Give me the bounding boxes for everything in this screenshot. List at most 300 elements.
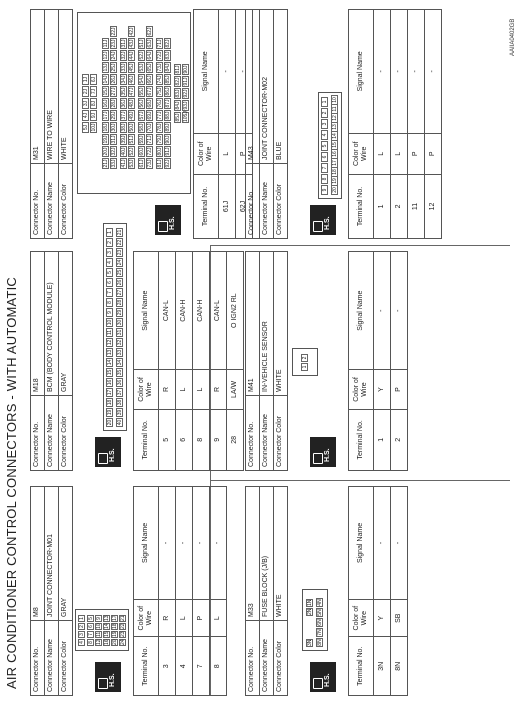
connector-pin: 1J	[82, 74, 89, 85]
connector-pin: 22	[120, 623, 126, 629]
harness-side-icon	[95, 437, 121, 467]
connector-pin: 48J	[129, 99, 135, 108]
connector-pin: 7N	[317, 629, 323, 636]
header-label: Connector Name	[45, 164, 59, 239]
connector-pin: 10	[107, 319, 113, 326]
connector-pin: 33J	[111, 159, 117, 168]
connector-pin: 20J	[103, 147, 109, 156]
connector-pin: 15J	[103, 87, 109, 96]
connector-pin: 37	[117, 389, 123, 396]
header-value-color: GRAY	[59, 487, 73, 621]
connector-pin: 66J	[147, 75, 153, 84]
table-row	[374, 487, 391, 696]
divider-vertical-2	[210, 245, 510, 246]
connector-pin: 32J	[111, 147, 117, 156]
connector-pin: 30	[117, 319, 123, 326]
connector-panel-m18	[30, 229, 244, 471]
wire-color-cell: L	[176, 599, 193, 637]
connector-body	[302, 589, 328, 651]
connector-pin: 87J	[165, 99, 171, 108]
connector-pin: 1	[321, 97, 328, 107]
header-label: Connector Color	[59, 396, 73, 471]
connector-pin: 80J	[157, 147, 163, 156]
connector-diagram	[73, 9, 193, 239]
connector-pin: 2	[301, 354, 308, 362]
header-value-color: WHITE	[59, 10, 73, 164]
connector-pin: 36J	[121, 99, 127, 108]
column-header-signal-name: Signal Name	[349, 10, 374, 134]
connector-pin: 90J	[183, 65, 189, 74]
signal-cell: CAN-H	[193, 252, 210, 370]
header-row-color	[59, 487, 73, 696]
connector-pin: 73J	[147, 159, 153, 168]
connector-pin: 81J	[175, 65, 181, 74]
connector-pin: 74J	[157, 75, 163, 84]
signal-cell: -	[391, 10, 408, 134]
wire-color-cell: P	[193, 599, 210, 637]
connector-pin: 5J	[82, 122, 89, 133]
signal-table-header	[194, 10, 219, 239]
connector-face-icon	[313, 221, 323, 232]
connector-pin: 79J	[157, 135, 163, 144]
wire-color-cell: Y	[374, 599, 391, 637]
connector-face-icon	[158, 221, 168, 232]
connector-pin: 82J	[175, 77, 181, 86]
header-value-no: M31	[31, 10, 45, 164]
connector-pin: 7	[321, 163, 328, 173]
connector-pin: 4	[321, 130, 328, 140]
connector-pin: 32J	[121, 51, 127, 60]
connector-pin: 73J	[157, 63, 163, 72]
header-row-name	[260, 252, 274, 471]
connector-pin: 3	[78, 631, 85, 638]
connector-diagram	[73, 486, 133, 696]
table-row	[391, 487, 408, 696]
signal-table	[193, 9, 253, 239]
connector-pin: 16	[107, 379, 113, 386]
connector-pin: 1N	[307, 599, 313, 606]
column-header-color-of-wire: Color of Wire	[194, 133, 219, 174]
signal-cell: -	[374, 487, 391, 600]
column-header-terminal-no: Terminal No.	[134, 637, 159, 696]
connector-pin: 14	[331, 131, 338, 141]
hs-label: H.S.	[324, 448, 331, 462]
connector-pin: 3N	[307, 639, 313, 646]
connector-body	[103, 223, 127, 431]
connector-pin: 71J	[157, 39, 163, 48]
wire-color-cell: P	[391, 370, 408, 409]
column-header-terminal-no: Terminal No.	[134, 409, 159, 470]
connector-face-icon	[313, 678, 323, 689]
connector-pin: 35J	[121, 87, 127, 96]
table-row	[210, 487, 227, 696]
connector-pin: 67J	[147, 87, 153, 96]
header-row-no	[246, 487, 260, 696]
header-label: Connector Name	[260, 164, 274, 239]
table-row	[176, 252, 193, 471]
signal-cell: -	[236, 10, 253, 134]
connector-pin: 31J	[111, 135, 117, 144]
connector-pin: 4	[106, 258, 113, 267]
header-row-color	[59, 252, 73, 471]
connector-pin: 20	[107, 419, 113, 426]
signal-table	[348, 486, 408, 696]
connector-pin: 6J	[90, 74, 97, 85]
connector-pin: 21	[120, 615, 126, 621]
wire-color-cell: P	[236, 133, 253, 174]
connector-pin: 76J	[157, 99, 163, 108]
terminal-cell: 1	[374, 174, 391, 238]
connector-pin: 8N	[317, 639, 323, 646]
connector-pin: 85J	[175, 113, 181, 122]
connector-pin: 6	[106, 278, 113, 287]
table-row	[391, 252, 408, 471]
connector-pin: 93J	[183, 101, 189, 110]
terminal-cell: 5	[159, 409, 176, 470]
connector-pin: 86J	[165, 87, 171, 96]
connector-pin: 32	[117, 339, 123, 346]
connector-pin: 8	[87, 639, 94, 646]
connector-pin: 12	[331, 113, 338, 123]
connector-header	[30, 486, 73, 696]
connector-pin: 50J	[129, 123, 135, 132]
wire-color-cell: P	[425, 133, 442, 174]
divider-vertical-1	[210, 480, 510, 481]
header-value-name: WIRE TO WIRE	[45, 10, 59, 164]
connector-face-icon	[98, 678, 108, 689]
table-row	[176, 487, 193, 696]
connector-pin: 17	[112, 615, 118, 621]
connector-pin: 1	[78, 615, 85, 622]
terminal-cell: 61J	[219, 174, 236, 238]
signal-cell: CAN-L	[159, 252, 176, 370]
header-row-no	[31, 487, 45, 696]
signal-cell: -	[176, 487, 193, 600]
connector-pin: 6	[321, 152, 328, 162]
connector-pin: 5	[321, 141, 328, 151]
connector-pin: 10	[96, 623, 102, 629]
signal-cell: -	[210, 487, 227, 600]
connector-pin: 5	[87, 615, 94, 622]
connector-diagram	[288, 486, 348, 696]
connector-pin: 15	[104, 631, 110, 637]
table-row	[227, 252, 244, 471]
connector-pin: 12J	[103, 51, 109, 60]
connector-pin: 71J	[147, 135, 153, 144]
connector-pin: 17J	[103, 111, 109, 120]
connector-pin: 51J	[139, 39, 145, 48]
connector-pin: 15	[331, 140, 338, 150]
column-header-signal-name: Signal Name	[349, 487, 374, 600]
connector-header	[245, 251, 288, 471]
connector-pin: 18	[112, 623, 118, 629]
header-label: Connector No.	[246, 621, 260, 696]
header-value-color: WHITE	[274, 487, 288, 621]
connector-pin: 18	[107, 399, 113, 406]
header-value-no: M41	[246, 252, 260, 396]
terminal-cell: 2	[391, 409, 408, 470]
figure-code: AAIIA0402GB	[510, 18, 516, 56]
connector-pin: 25J	[111, 63, 117, 72]
header-label: Connector Color	[274, 396, 288, 471]
connector-pin: 31J	[121, 39, 127, 48]
signal-cell: -	[374, 252, 391, 370]
connector-pin: 47J	[129, 87, 135, 96]
column-header-color-of-wire: Color of Wire	[349, 370, 374, 409]
connector-pin: 17	[331, 158, 338, 168]
connector-pin: 91J	[165, 147, 171, 156]
header-value-color: WHITE	[274, 252, 288, 396]
connector-panel-m8	[30, 486, 227, 696]
connector-pin: 13	[331, 122, 338, 132]
header-label: Connector No.	[31, 396, 45, 471]
connector-pin: 29	[117, 309, 123, 316]
header-row-name	[260, 487, 274, 696]
header-value-no: M33	[246, 487, 260, 621]
header-row-name	[45, 487, 59, 696]
signal-cell: O IGN2 RL	[227, 252, 244, 370]
connector-pin: 35	[117, 369, 123, 376]
harness-side-icon	[155, 205, 181, 235]
connector-pin: 13	[104, 615, 110, 621]
header-value-color: BLUE	[274, 10, 288, 164]
connector-pin: 4	[78, 639, 85, 646]
terminal-cell: 8	[210, 637, 227, 696]
connector-pin: 31	[117, 329, 123, 336]
signal-table	[133, 251, 244, 471]
connector-pin: 21J	[103, 159, 109, 168]
connector-pin: 10J	[91, 123, 97, 132]
table-row	[219, 10, 236, 239]
hs-label: H.S.	[324, 216, 331, 230]
header-row-name	[45, 10, 59, 239]
connector-pin: 15	[107, 369, 113, 376]
hs-label: H.S.	[324, 673, 331, 687]
connector-pin: 20	[112, 639, 118, 645]
connector-pin: 2	[78, 623, 85, 630]
header-row-no	[31, 252, 45, 471]
connector-pin: 28	[117, 299, 123, 306]
wire-color-cell: SB	[391, 599, 408, 637]
terminal-cell: 8N	[391, 637, 408, 696]
hs-label: H.S.	[109, 448, 116, 462]
connector-pin: 39	[117, 409, 123, 416]
connector-pin: 60J	[139, 147, 145, 156]
connector-pin: 4N	[317, 599, 323, 606]
header-value-color: GRAY	[59, 252, 73, 396]
column-header-color-of-wire: Color of Wire	[349, 599, 374, 637]
connector-pin: 65J	[147, 63, 153, 72]
connector-pin: 36	[117, 379, 123, 386]
connector-pin: 53J	[139, 63, 145, 72]
column-header-color-of-wire: Color of Wire	[349, 133, 374, 174]
harness-side-icon	[310, 662, 336, 692]
wire-color-cell: LA/W	[227, 370, 244, 409]
signal-table-header	[349, 252, 374, 471]
connector-pin: 6	[87, 623, 94, 630]
harness-side-icon	[310, 437, 336, 467]
connector-pin: 21	[117, 229, 123, 236]
connector-body	[292, 348, 318, 376]
connector-pin: 5N	[317, 609, 323, 616]
wire-color-cell: L	[210, 599, 227, 637]
connector-pin: 19	[112, 631, 118, 637]
harness-side-icon	[310, 205, 336, 235]
connector-pin: 24	[117, 259, 123, 266]
connector-pin: 3	[321, 119, 328, 129]
terminal-cell: 11	[408, 174, 425, 238]
header-label: Connector No.	[246, 396, 260, 471]
connector-diagram	[288, 9, 348, 239]
header-label: Connector No.	[31, 164, 45, 239]
table-row	[408, 10, 425, 239]
column-header-signal-name: Signal Name	[194, 10, 219, 134]
connector-diagram	[288, 251, 348, 471]
connector-pin: 58J	[139, 123, 145, 132]
connector-pin: 34J	[121, 75, 127, 84]
connector-pin: 83J	[175, 89, 181, 98]
signal-cell: -	[391, 487, 408, 600]
header-label: Connector No.	[31, 621, 45, 696]
connector-pin: 72J	[157, 51, 163, 60]
signal-cell: -	[159, 487, 176, 600]
connector-pin: 9	[106, 308, 113, 317]
terminal-cell: 3	[159, 637, 176, 696]
connector-pin: 1	[301, 363, 308, 371]
connector-pin: 53J	[129, 159, 135, 168]
connector-pin: 14J	[103, 75, 109, 84]
column-header-signal-name: Signal Name	[349, 252, 374, 370]
column-header-terminal-no: Terminal No.	[349, 409, 374, 470]
connector-pin: 4J	[82, 110, 89, 121]
connector-pin: 75J	[157, 87, 163, 96]
connector-header	[30, 251, 73, 471]
header-row-color	[274, 10, 288, 239]
column-header-signal-name: Signal Name	[134, 252, 159, 370]
connector-pin: 5	[106, 268, 113, 277]
connector-pin: 40J	[121, 147, 127, 156]
signal-cell: -	[425, 10, 442, 134]
signal-cell: -	[408, 10, 425, 134]
connector-body	[318, 92, 342, 199]
header-row-no	[246, 252, 260, 471]
connector-pin: 105J	[183, 111, 189, 122]
header-value-no: M18	[31, 252, 45, 396]
terminal-cell: 1	[374, 409, 391, 470]
header-label: Connector No.	[246, 164, 260, 239]
connector-pin: 43J	[129, 39, 135, 48]
connector-pin: 51J	[129, 135, 135, 144]
connector-pin: 39J	[121, 135, 127, 144]
connector-pin: 9	[321, 185, 328, 195]
wire-color-cell: Y	[374, 370, 391, 409]
connector-pin: 3	[106, 248, 113, 257]
connector-pin: 9	[95, 615, 102, 622]
column-header-signal-name: Signal Name	[134, 487, 159, 600]
connector-pin: 91J	[183, 77, 189, 86]
connector-pin: 88J	[165, 111, 171, 120]
connector-pin: 72J	[147, 147, 153, 156]
connector-pin: 28J	[111, 99, 117, 108]
connector-pin: 11J	[103, 39, 109, 48]
connector-pin: 69J	[147, 111, 153, 120]
connector-pin: 89J	[165, 123, 171, 132]
wire-color-cell: R	[210, 370, 227, 409]
wire-color-cell: R	[159, 599, 176, 637]
header-row-color	[274, 252, 288, 471]
connector-pin: 12	[96, 639, 102, 645]
connector-pin: 57J	[139, 111, 145, 120]
header-label: Connector Color	[59, 621, 73, 696]
table-row	[193, 487, 210, 696]
terminal-cell: 3N	[374, 637, 391, 696]
signal-cell: -	[374, 10, 391, 134]
connector-pin: 26J	[111, 75, 117, 84]
connector-pin: 9J	[90, 110, 97, 121]
connector-pin: 77J	[157, 111, 163, 120]
wire-color-cell: L	[391, 133, 408, 174]
connector-pin: 26	[117, 279, 123, 286]
connector-pin: 33J	[121, 63, 127, 72]
connector-pin: 22	[117, 239, 123, 246]
connector-pin: 44J	[129, 51, 135, 60]
terminal-cell: 2	[391, 174, 408, 238]
connector-pin: 52J	[139, 51, 145, 60]
connector-panel-m41	[245, 251, 408, 471]
header-row-name	[260, 10, 274, 239]
connector-pin: 18	[331, 167, 338, 177]
connector-pin: 62J	[147, 27, 153, 36]
connector-pin: 38J	[121, 123, 127, 132]
connector-pin: 19	[107, 409, 113, 416]
connector-pin: 78J	[157, 123, 163, 132]
connector-pin: 46J	[129, 75, 135, 84]
connector-pin: 52J	[129, 147, 135, 156]
connector-pin: 20	[331, 185, 338, 195]
connector-pin: 22J	[111, 27, 117, 36]
connector-pin: 23	[120, 631, 126, 637]
connector-diagram	[73, 229, 133, 471]
signal-table-header	[134, 252, 159, 471]
signal-table-header	[349, 487, 374, 696]
signal-cell: -	[391, 252, 408, 370]
header-label: Connector Name	[260, 621, 274, 696]
connector-pin: 14	[104, 623, 110, 629]
terminal-cell: 28	[227, 409, 244, 470]
connector-pin: 2J	[82, 86, 89, 97]
connector-pin: 3J	[82, 98, 89, 109]
header-value-no: M43	[246, 10, 260, 164]
connector-pin: 34	[117, 359, 123, 366]
connector-pin: 45J	[129, 63, 135, 72]
connector-pin: 41J	[121, 159, 127, 168]
header-label: Connector Name	[260, 396, 274, 471]
hs-label: H.S.	[169, 216, 176, 230]
connector-pin: 63J	[147, 39, 153, 48]
connector-pin: 83J	[165, 51, 171, 60]
header-value-name: JOINT CONNECTOR-M02	[260, 10, 274, 164]
table-row	[193, 252, 210, 471]
connector-pin: 84J	[165, 63, 171, 72]
connector-pin: 13J	[103, 63, 109, 72]
column-header-color-of-wire: Color of Wire	[134, 599, 159, 637]
connector-pin: 16J	[103, 99, 109, 108]
connector-pin: 1	[106, 228, 113, 237]
connector-pin: 19J	[103, 135, 109, 144]
header-row-name	[45, 252, 59, 471]
terminal-cell: 4	[176, 637, 193, 696]
table-row	[425, 10, 442, 239]
